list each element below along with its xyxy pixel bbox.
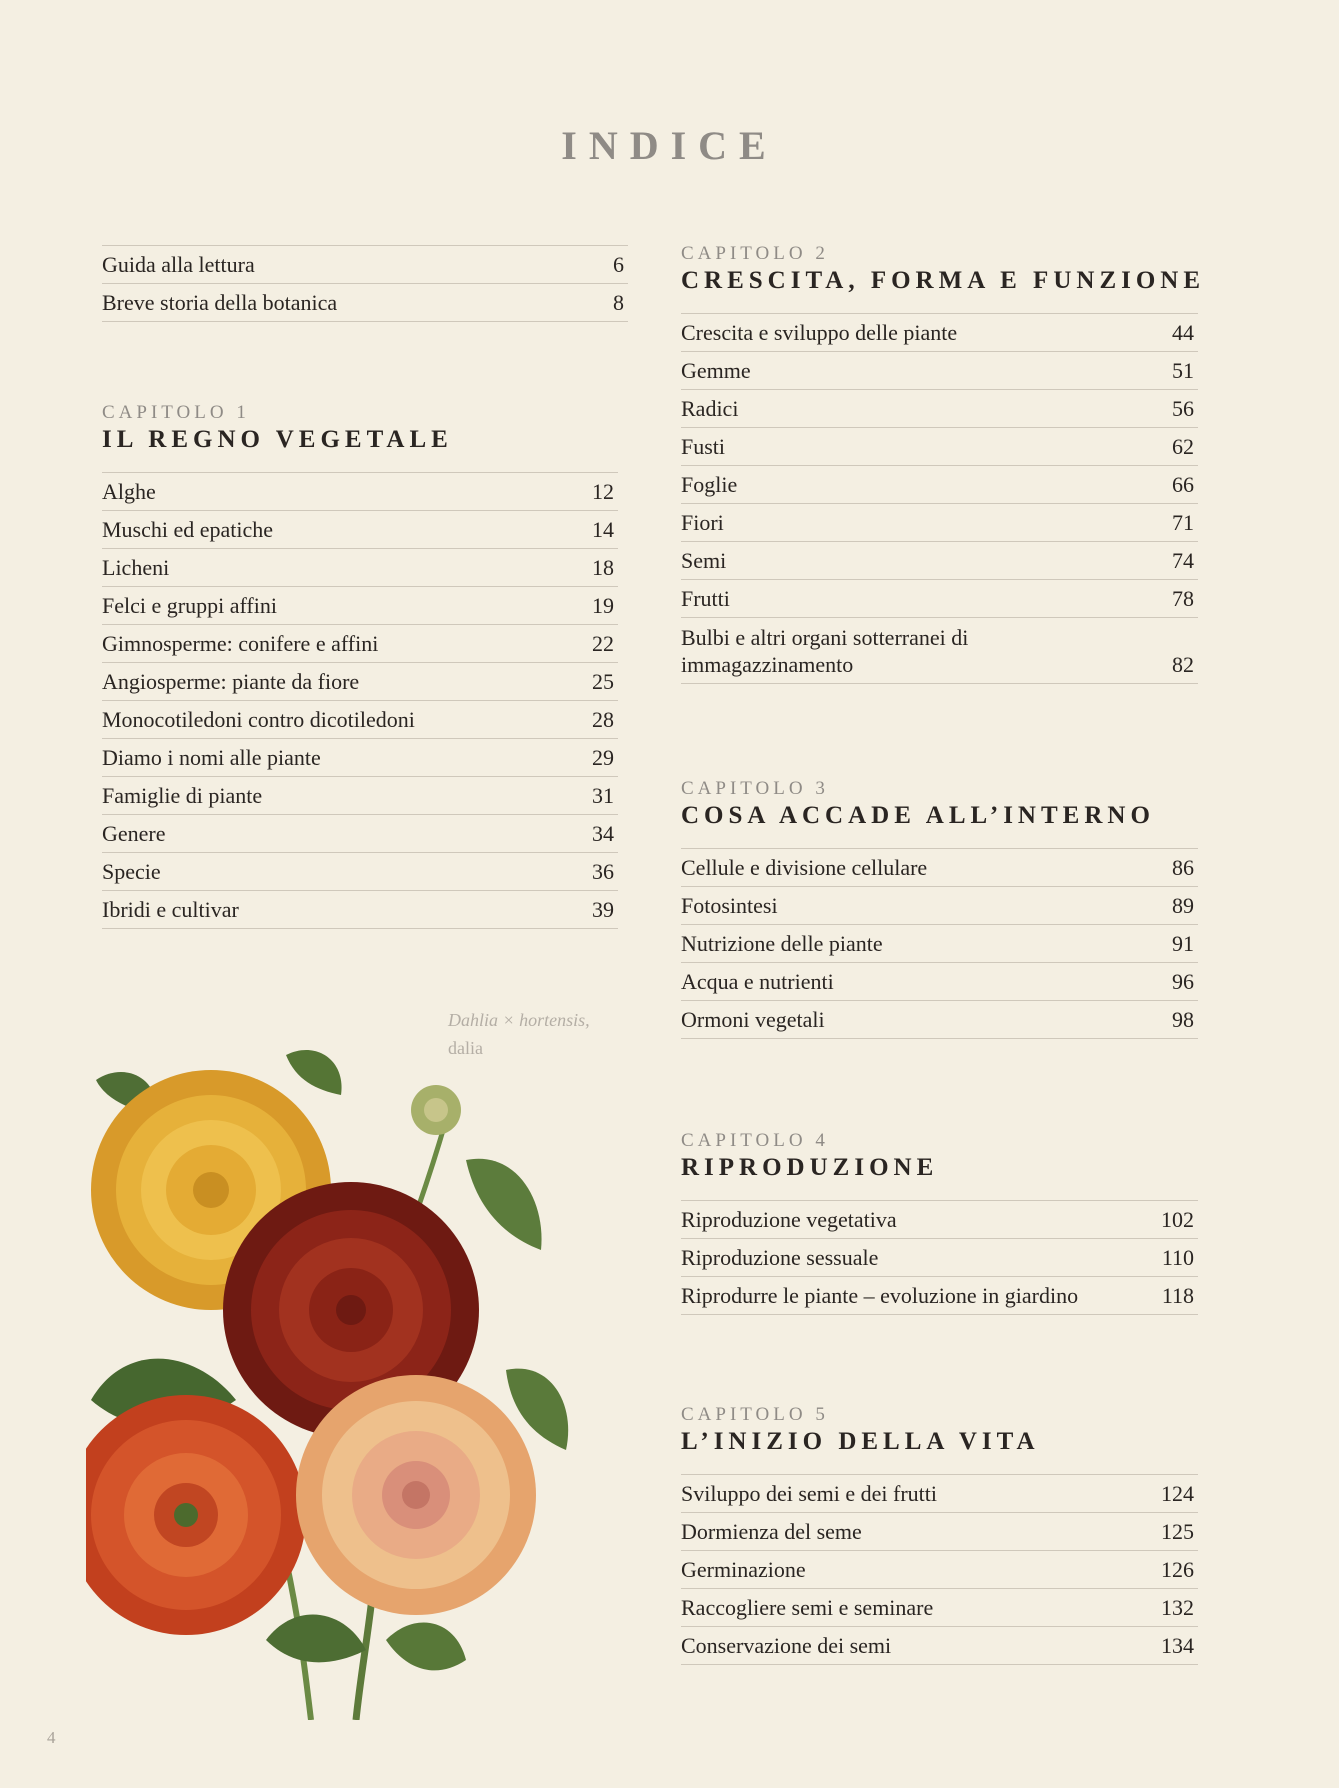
toc-entry[interactable] bbox=[681, 1589, 1198, 1627]
toc-entry[interactable] bbox=[681, 887, 1198, 925]
entry-page: 132 bbox=[1161, 1595, 1194, 1620]
entry-label: Riproduzione sessuale bbox=[681, 1245, 879, 1270]
chapter-title: COSA ACCADE ALL’INTERNO bbox=[681, 802, 1155, 829]
toc-entry[interactable] bbox=[102, 701, 618, 739]
entry-label: Raccogliere semi e seminare bbox=[681, 1595, 934, 1620]
chapter-5 bbox=[681, 1404, 1198, 1665]
chapter-1 bbox=[102, 402, 618, 929]
entry-label: Famiglie di piante bbox=[102, 783, 263, 808]
entry-page: 14 bbox=[592, 517, 614, 542]
entry-page: 124 bbox=[1161, 1481, 1194, 1506]
chapter-3-list bbox=[681, 848, 1198, 1039]
entry-page: 19 bbox=[592, 593, 614, 618]
toc-entry[interactable] bbox=[681, 1627, 1198, 1665]
chapter-label: CAPITOLO 2 bbox=[681, 243, 829, 264]
toc-entry[interactable] bbox=[102, 549, 618, 587]
toc-entry[interactable] bbox=[102, 891, 618, 929]
entry-page: 78 bbox=[1172, 586, 1194, 611]
entry-page: 91 bbox=[1172, 931, 1194, 956]
entry-label: Radici bbox=[681, 396, 739, 421]
toc-entry[interactable] bbox=[102, 284, 628, 322]
entry-label: Germinazione bbox=[681, 1557, 806, 1582]
toc-entry[interactable] bbox=[681, 314, 1198, 352]
toc-entry[interactable] bbox=[681, 1513, 1198, 1551]
entry-page: 39 bbox=[592, 897, 614, 922]
chapter-5-list bbox=[681, 1474, 1198, 1665]
page-title: INDICE bbox=[561, 123, 778, 168]
toc-entry[interactable] bbox=[681, 352, 1198, 390]
entry-page: 8 bbox=[613, 290, 624, 315]
chapter-4-list bbox=[681, 1200, 1198, 1315]
entry-label: Alghe bbox=[102, 479, 156, 504]
entry-label: Foglie bbox=[681, 472, 738, 497]
entry-label: Nutrizione delle piante bbox=[681, 931, 883, 956]
entry-label: Genere bbox=[102, 821, 166, 846]
entry-label: Diamo i nomi alle piante bbox=[102, 745, 321, 770]
entry-page: 34 bbox=[592, 821, 614, 846]
entry-page: 110 bbox=[1161, 1245, 1194, 1270]
toc-entry[interactable] bbox=[681, 580, 1198, 618]
toc-entry[interactable] bbox=[681, 618, 1198, 684]
entry-page: 36 bbox=[592, 859, 614, 884]
entry-page: 62 bbox=[1172, 434, 1194, 459]
entry-label: Semi bbox=[681, 548, 727, 573]
entry-label: Ibridi e cultivar bbox=[102, 897, 239, 922]
entry-label: Breve storia della botanica bbox=[102, 290, 338, 315]
toc-entry[interactable] bbox=[681, 925, 1198, 963]
entry-label: Monocotiledoni contro dicotiledoni bbox=[102, 707, 415, 732]
toc-entry[interactable] bbox=[102, 473, 618, 511]
toc-entry[interactable] bbox=[681, 390, 1198, 428]
toc-entry[interactable] bbox=[102, 777, 618, 815]
caption-latin-name: Dahlia × hortensis, bbox=[448, 1010, 590, 1030]
entry-label: Muschi ed epatiche bbox=[102, 517, 274, 542]
chapter-label: CAPITOLO 1 bbox=[102, 402, 250, 423]
entry-label: Specie bbox=[102, 859, 161, 884]
intro-section bbox=[102, 245, 628, 322]
toc-entry[interactable] bbox=[681, 504, 1198, 542]
entry-page: 86 bbox=[1172, 855, 1194, 880]
entry-page: 66 bbox=[1172, 472, 1194, 497]
entry-page: 74 bbox=[1172, 548, 1194, 573]
entry-label: Fotosintesi bbox=[681, 893, 778, 918]
intro-list bbox=[102, 245, 628, 322]
entry-page: 22 bbox=[592, 631, 614, 656]
entry-label: Ormoni vegetali bbox=[681, 1007, 825, 1032]
entry-label: Sviluppo dei semi e dei frutti bbox=[681, 1481, 938, 1506]
entry-page: 6 bbox=[613, 252, 624, 277]
entry-label: Angiosperme: piante da fiore bbox=[102, 669, 360, 694]
entry-page: 28 bbox=[592, 707, 614, 732]
entry-label: Felci e gruppi affini bbox=[102, 593, 277, 618]
toc-entry[interactable] bbox=[681, 963, 1198, 1001]
entry-page: 118 bbox=[1161, 1283, 1194, 1308]
chapter-label: CAPITOLO 4 bbox=[681, 1130, 829, 1151]
entry-page: 102 bbox=[1161, 1207, 1194, 1232]
toc-entry[interactable] bbox=[681, 1239, 1198, 1277]
chapter-label: CAPITOLO 5 bbox=[681, 1404, 829, 1425]
entry-label: Acqua e nutrienti bbox=[681, 969, 834, 994]
toc-entry[interactable] bbox=[681, 1551, 1198, 1589]
entry-page: 44 bbox=[1172, 320, 1194, 345]
toc-entry[interactable] bbox=[681, 849, 1198, 887]
entry-label: Riprodurre le piante – evoluzione in giardino bbox=[681, 1283, 1079, 1308]
entry-page: 51 bbox=[1172, 358, 1194, 383]
chapter-title: IL REGNO VEGETALE bbox=[102, 426, 453, 453]
entry-label: Bulbi e altri organi sotterranei di immagazzinamento bbox=[681, 625, 969, 677]
entry-label: Gemme bbox=[681, 358, 751, 383]
entry-page: 126 bbox=[1161, 1557, 1194, 1582]
toc-entry[interactable] bbox=[681, 428, 1198, 466]
entry-page: 12 bbox=[592, 479, 614, 504]
toc-entry[interactable] bbox=[102, 739, 618, 777]
toc-entry[interactable] bbox=[681, 1201, 1198, 1239]
entry-label: Licheni bbox=[102, 555, 170, 580]
entry-page: 29 bbox=[592, 745, 614, 770]
dahlia-illustration bbox=[86, 1040, 586, 1720]
chapter-3 bbox=[681, 778, 1198, 1039]
toc-entry[interactable] bbox=[102, 625, 618, 663]
entry-label: Frutti bbox=[681, 586, 730, 611]
chapter-2-list bbox=[681, 313, 1198, 684]
chapter-title: CRESCITA, FORMA E FUNZIONE bbox=[681, 267, 1206, 294]
entry-label: Fiori bbox=[681, 510, 724, 535]
toc-entry[interactable] bbox=[102, 511, 618, 549]
entry-page: 82 bbox=[1172, 652, 1194, 677]
chapter-2 bbox=[681, 243, 1206, 684]
entry-page: 89 bbox=[1172, 893, 1194, 918]
entry-label: Gimnosperme: conifere e affini bbox=[102, 631, 379, 656]
entry-page: 31 bbox=[592, 783, 614, 808]
toc-entry[interactable] bbox=[681, 1475, 1198, 1513]
entry-label: Conservazione dei semi bbox=[681, 1633, 892, 1658]
entry-page: 96 bbox=[1172, 969, 1194, 994]
entry-page: 25 bbox=[592, 669, 614, 694]
toc-entry[interactable] bbox=[102, 587, 618, 625]
chapter-title: RIPRODUZIONE bbox=[681, 1154, 939, 1181]
toc-entry[interactable] bbox=[681, 542, 1198, 580]
toc-entry[interactable] bbox=[681, 1277, 1198, 1315]
caption-common-name: dalia bbox=[448, 1038, 483, 1058]
toc-entry[interactable] bbox=[102, 246, 628, 284]
entry-page: 98 bbox=[1172, 1007, 1194, 1032]
entry-page: 134 bbox=[1161, 1633, 1194, 1658]
entry-label: Dormienza del seme bbox=[681, 1519, 862, 1544]
page-number: 4 bbox=[47, 1728, 56, 1747]
toc-entry[interactable] bbox=[102, 853, 618, 891]
entry-label: Fusti bbox=[681, 434, 726, 459]
entry-label: Cellule e divisione cellulare bbox=[681, 855, 928, 880]
entry-page: 125 bbox=[1161, 1519, 1194, 1544]
chapter-title: L’INIZIO DELLA VITA bbox=[681, 1428, 1040, 1455]
toc-entry[interactable] bbox=[681, 466, 1198, 504]
entry-label: Guida alla lettura bbox=[102, 252, 255, 277]
chapter-label: CAPITOLO 3 bbox=[681, 778, 829, 799]
entry-page: 18 bbox=[592, 555, 614, 580]
entry-label: Crescita e sviluppo delle piante bbox=[681, 320, 958, 345]
entry-page: 71 bbox=[1172, 510, 1194, 535]
chapter-1-list bbox=[102, 472, 618, 929]
entry-label: Riproduzione vegetativa bbox=[681, 1207, 897, 1232]
toc-entry[interactable] bbox=[102, 663, 618, 701]
toc-entry[interactable] bbox=[102, 815, 618, 853]
chapter-4 bbox=[681, 1130, 1198, 1315]
toc-entry[interactable] bbox=[681, 1001, 1198, 1039]
entry-page: 56 bbox=[1172, 396, 1194, 421]
